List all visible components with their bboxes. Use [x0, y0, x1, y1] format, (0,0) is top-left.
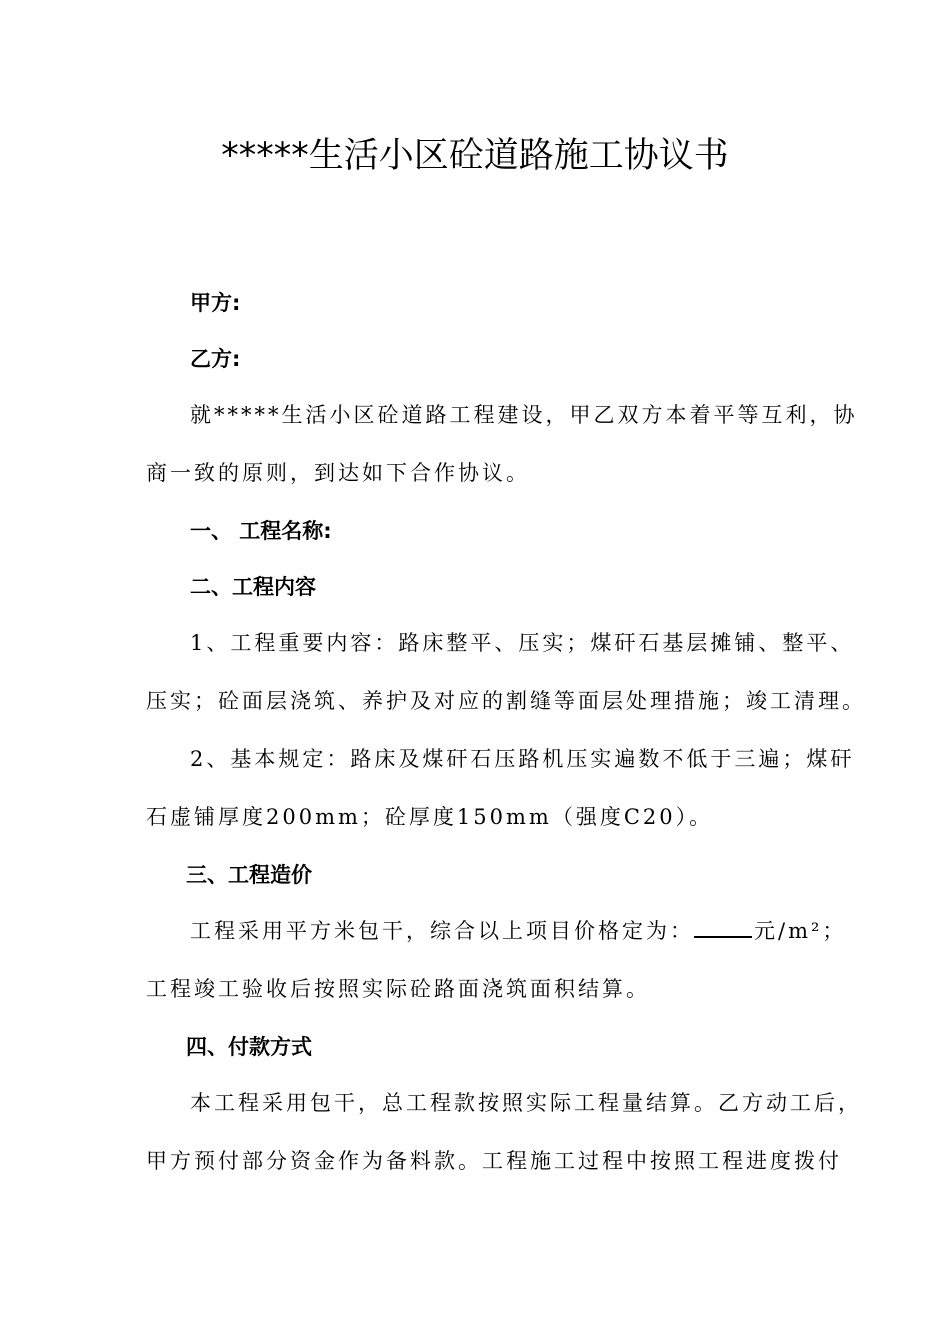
section-4-line-2: 甲方预付部分资金作为备料款。工程施工过程中按照工程进度拨付	[146, 1149, 842, 1173]
intro-paragraph-line-2: 商一致的原则，到达如下合作协议。	[146, 461, 530, 485]
price-blank-field	[694, 916, 752, 938]
section-2-item-2-line-2: 石虚铺厚度200mm；砼厚度150mm（强度C20）。	[146, 805, 714, 829]
section-2-heading: 二、工程内容	[190, 575, 316, 599]
section-3-settlement-line: 工程竣工验收后按照实际砼路面浇筑面积结算。	[146, 977, 650, 1001]
section-2-item-2-line-1: 2、基本规定：路床及煤矸石压路机压实遍数不低于三遍；煤矸	[190, 747, 855, 771]
section-3-heading: 三、工程造价	[186, 863, 312, 887]
party-b-label: 乙方:	[190, 347, 241, 371]
section-3-price-line	[190, 916, 846, 946]
section-3-price-suffix: 元/m²；	[754, 919, 847, 943]
section-3-price-prefix: 工程采用平方米包干，综合以上项目价格定为：	[190, 919, 694, 943]
section-2-item-1-line-2: 压实；砼面层浇筑、养护及对应的割缝等面层处理措施；竣工清理。	[146, 689, 866, 713]
section-4-line-1: 本工程采用包干，总工程款按照实际工程量结算。乙方动工后，	[190, 1091, 862, 1115]
document-title: *****生活小区砼道路施工协议书	[221, 136, 729, 176]
party-a-label: 甲方:	[190, 291, 241, 315]
section-1-heading: 一、 工程名称:	[190, 519, 332, 543]
section-4-heading: 四、付款方式	[186, 1035, 312, 1059]
intro-paragraph-line-1: 就*****生活小区砼道路工程建设，甲乙双方本着平等互利，协	[190, 403, 858, 427]
section-2-item-1-line-1: 1、工程重要内容：路床整平、压实；煤矸石基层摊铺、整平、	[190, 631, 855, 655]
